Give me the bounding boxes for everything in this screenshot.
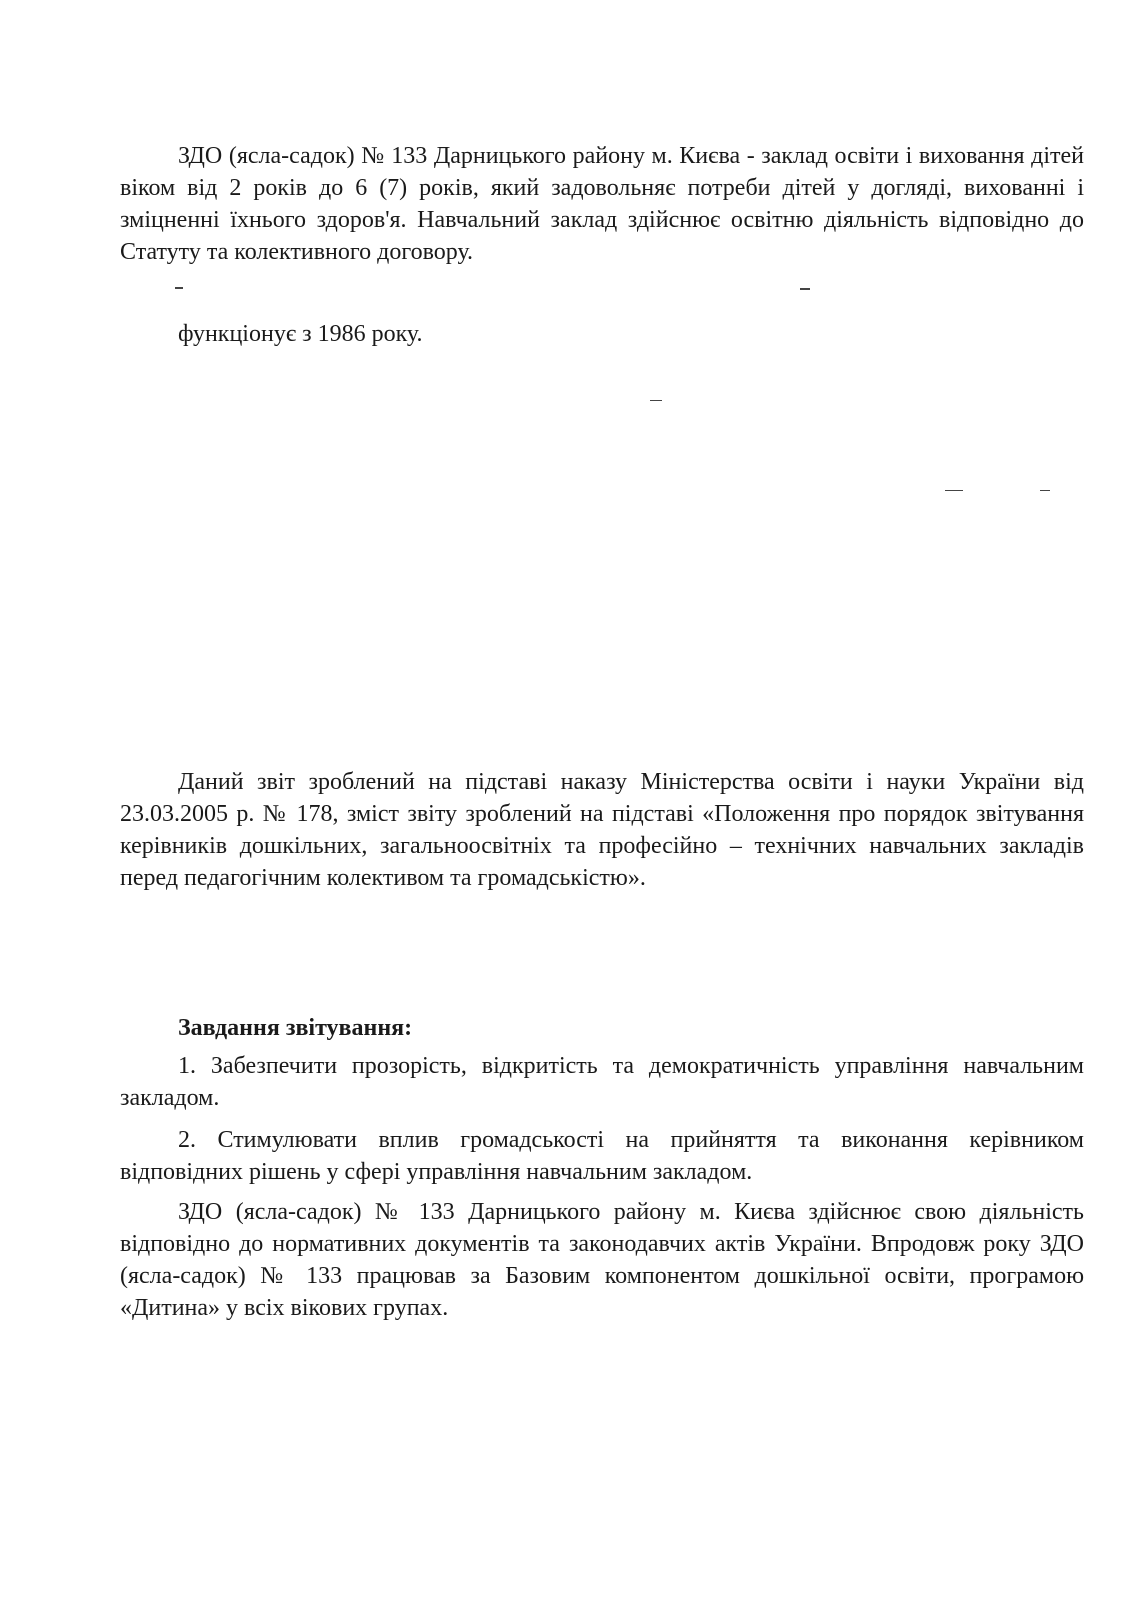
scan-speck [175,287,183,289]
scan-speck [800,288,810,290]
scan-speck [945,490,963,491]
founded-line: функціонує з 1986 року. [178,321,423,347]
task-2: 2. Стимулювати вплив громадськості на прийняття та виконання керівником відповідних рішень у сфері управління навчальним закладом. [120,1127,1084,1185]
scan-speck [1040,490,1050,491]
report-basis-paragraph: Даний звіт зроблений на підставі наказу Міністерства освіти і науки України від 23.03.2005 р. № 178, зміст звіту зроблений на підставі «Положення про порядок звітування керівників дошкільних, загальноосвітніх та професійно – технічних навчальних закладів перед педагогічним колективом та громадськістю». [120,769,1084,891]
tasks-heading: Завдання звітування: [178,1015,413,1041]
intro-paragraph: ЗДО (ясла-садок) № 133 Дарницького району м. Києва - заклад освіти і виховання дітей віком від 2 років до 6 (7) років, який задовольняє потреби дітей у догляді, вихованні і зміцненні їхнього здоров'я. Навчальний заклад здійснює освітню діяльність відповідно до Статуту та колективного договору. [120,143,1084,265]
activity-paragraph: ЗДО (ясла-садок) № 133 Дарницького району м. Києва здійснює свою діяльність відповідно до нормативних документів та законодавчих актів України. Впродовж року ЗДО (ясла-садок) № 133 працював за Базовим компонентом дошкільної освіти, програмою «Дитина» у всіх вікових групах. [120,1199,1084,1321]
task-1: 1. Забезпечити прозорість, відкритість та демократичність управління навчальним закладом. [120,1053,1084,1111]
scan-speck [650,400,662,401]
